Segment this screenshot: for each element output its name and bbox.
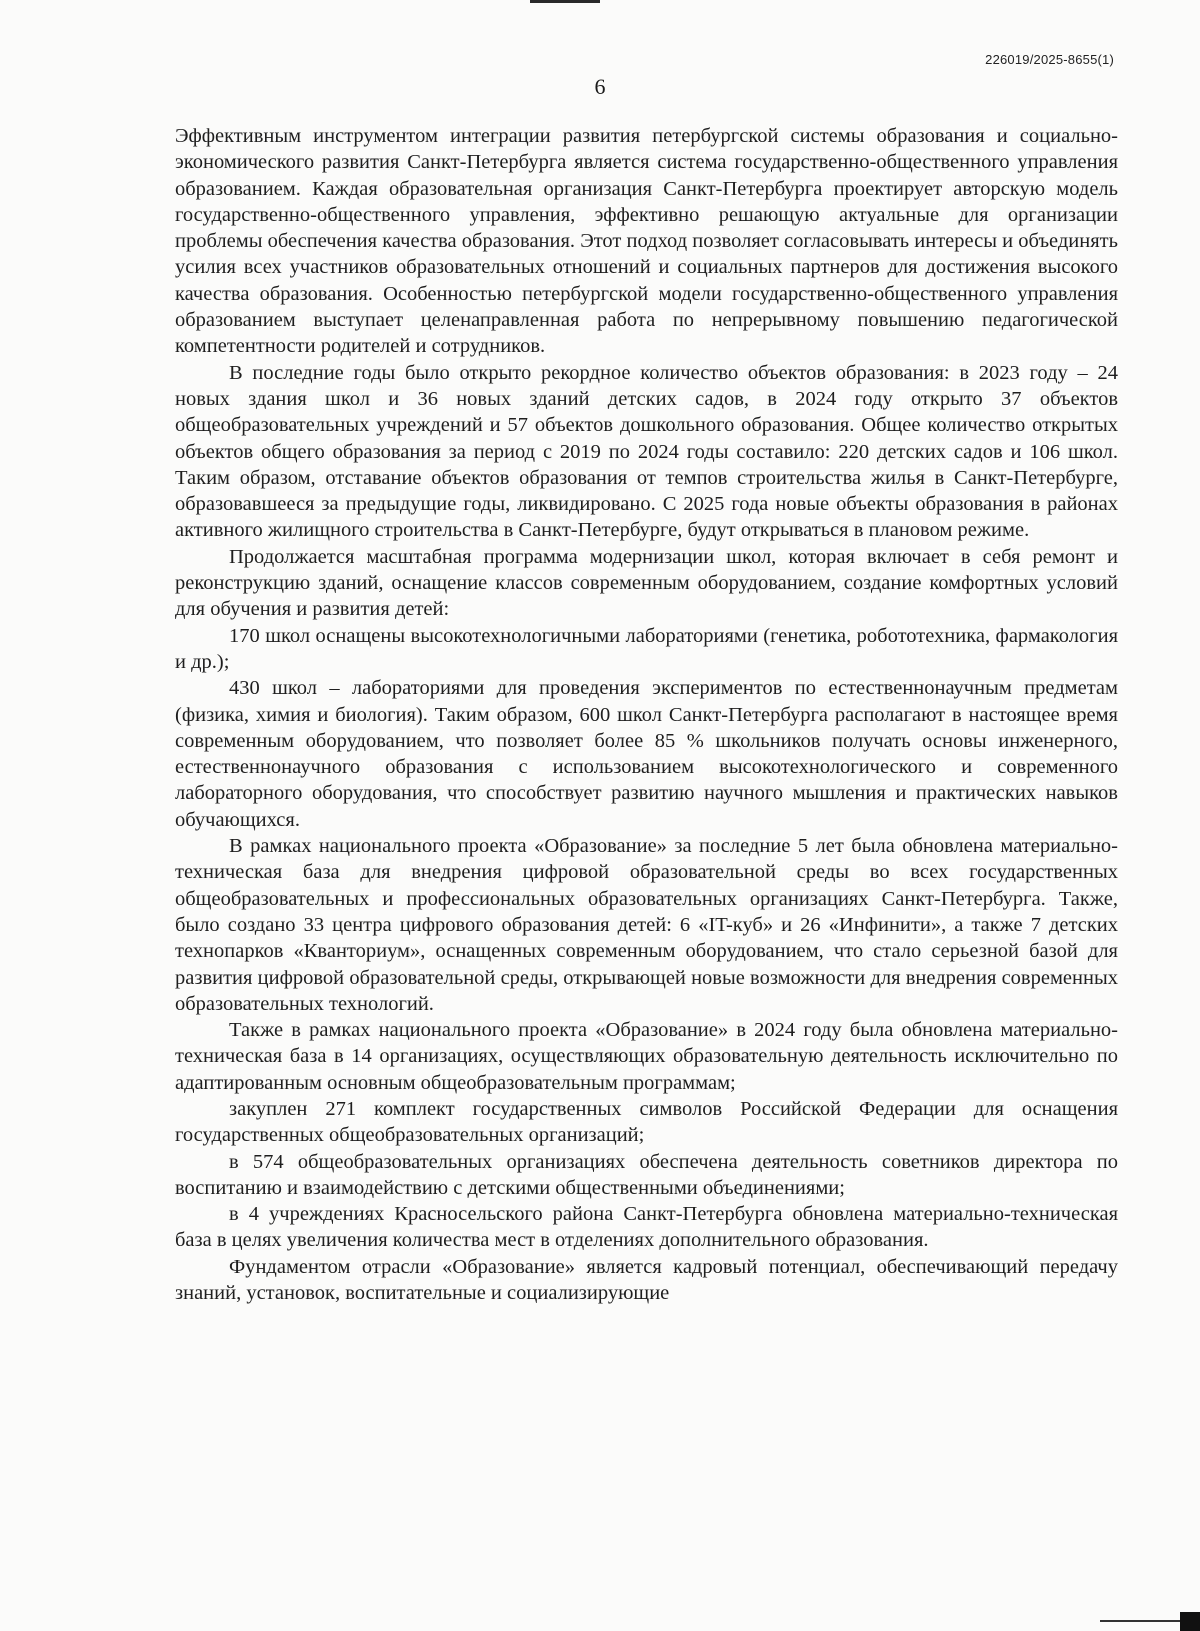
list-item: закуплен 271 комплект государственных символов Российской Федерации для оснащения государственных общеобразовательных организаций; [175,1097,1118,1147]
document-body [175,123,1118,1306]
paragraph: В рамках национального проекта «Образование» за последние 5 лет была обновлена материально-техническая база для внедрения цифровой образовательной среды во всех государственных общеобразовательных и профессиональных образовательных организациях Санкт-Петербурга. Также, было создано 33 центра цифрового образования детей: 6 «IT-куб» и 26 «Инфинити», а также 7 детских технопарков «Кванториум», оснащенных современным оборудованием, что стало серьезной базой для развития цифровой образовательной среды, открывающей новые возможности для внедрения современных образовательных технологий. [175,835,1118,1015]
scan-corner-mark [1180,1612,1200,1631]
list-item: в 574 общеобразовательных организациях обеспечена деятельность советников директора по воспитанию и взаимодействию с детскими общественными объединениями; [175,1150,1118,1199]
paragraph: В последние годы было открыто рекордное количество объектов образования: в 2023 году – 24 новых здания школ и 36 новых зданий детских садов, в 2024 году открыто 37 объектов общеобразовательных учреждений и 57 объектов дошкольного образования. Общее количество открытых объектов общего образования за период с 2019 по 2024 годы составило: 220 детских садов и 106 школ. Таким образом, отставание объектов образования от темпов строительства жилья в Санкт-Петербурге, образовавшееся за предыдущие годы, ликвидировано. С 2025 года новые объекты образования в районах активного жилищного строительства в Санкт-Петербурге, будут открываться в плановом режиме. [175,361,1118,542]
paragraph: Эффективным инструментом интеграции развития петербургской системы образования и социально-экономического развития Санкт-Петербурга является система государственно-общественного управления образованием. Каждая образовательная организация Санкт-Петербурга проектирует авторскую модель государственно-общественного управления, эффективно решающую актуальные для организации проблемы обеспечения качества образования. Этот подход позволяет согласовывать интересы и объединять усилия всех участников образовательных отношений и социальных партнеров для достижения высокого качества образования. Особенностью петербургской модели государственно-общественного управления образованием выступает целенаправленная работа по непрерывному повышению педагогической компетентности родителей и сотрудников. [175,125,1118,358]
document-id: 226019/2025-8655(1) [985,52,1114,67]
paragraph: Продолжается масштабная программа модернизации школ, которая включает в себя ремонт и реконструкцию зданий, оснащение классов современным оборудованием, создание комфортных условий для обучения и развития детей: [175,545,1118,621]
list-item: в 4 учреждениях Красносельского района Санкт-Петербурга обновлена материально-техническая база в целях увеличения количества мест в отделениях дополнительного образования. [175,1203,1118,1252]
scan-edge-mark [530,0,600,3]
page-number: 6 [594,74,606,99]
paragraph: Также в рамках национального проекта «Образование» в 2024 году была обновлена материально-техническая база в 14 организациях, осуществляющих образовательную деятельность исключительно по адаптированным основным общеобразовательным программам; [175,1019,1118,1094]
list-item: 430 школ – лабораториями для проведения экспериментов по естественнонаучным предметам (физика, химия и биология). Таким образом, 600 школ Санкт-Петербурга располагают в настоящее время современным оборудованием, что позволяет более 85 % школьников получать основы инженерного, естественнонаучного образования с использованием высокотехнологического и современного лабораторного оборудования, что способствует развитию научного мышления и практических навыков обучающихся. [175,677,1118,831]
paragraph: Фундаментом отрасли «Образование» является кадровый потенциал, обеспечивающий передачу знаний, установок, воспитательные и социализирующие [175,1255,1118,1305]
list-item: 170 школ оснащены высокотехнологичными лабораториями (генетика, робототехника, фармакология и др.); [175,624,1118,673]
